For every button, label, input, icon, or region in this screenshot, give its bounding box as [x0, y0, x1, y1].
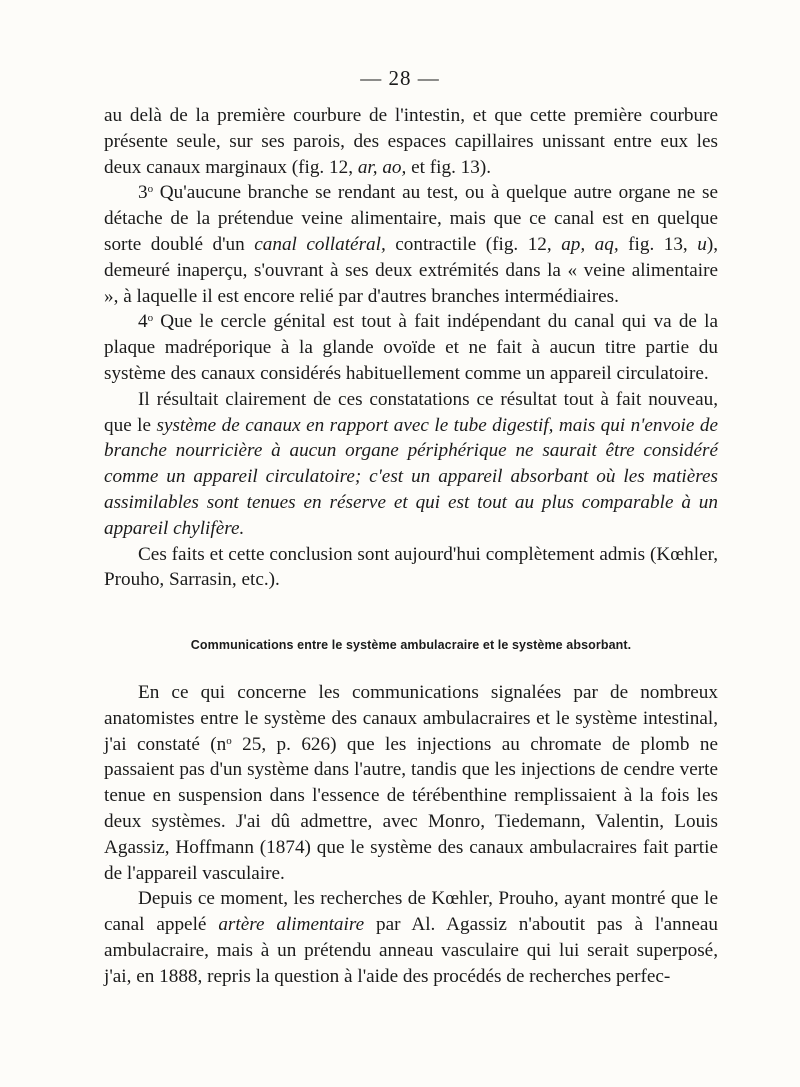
paragraph-5: Ces faits et cette conclusion sont aujourd'hui complètement admis (Kœhler, Prouho, Sarrasin, etc.). [104, 543, 718, 591]
text-block-lower [104, 680, 718, 990]
paragraph-3: 4$^o$ Que le cercle génital est tout à fait indépendant du canal qui va de la plaque madréporique à la glande ovoïde et ne fait à aucun titre partie du système des canaux considérés habituellement comme un appareil circulatoire. [104, 311, 718, 384]
paragraph-1: au delà de la première courbure de l'intestin, et que cette première courbure présente seule, sur ses parois, des espaces capillaires unissant entre eux les deux canaux marginaux (fig. 12, ar, ao, et fig. 13). [104, 105, 718, 178]
paragraph-7: Depuis ce moment, les recherches de Kœhler, Prouho, ayant montré que le canal appelé artère alimentaire par Al. Agassiz n'aboutit pas à l'anneau ambulacraire, mais à un prétendu anneau vasculaire qui lui serait superposé, j'ai, en 1888, repris la question à l'aide des procédés de recherches perfec- [104, 888, 718, 987]
section-heading: Communications entre le système ambulacraire et le système absorbant. [190, 638, 632, 652]
text-block-upper [104, 103, 718, 593]
page-number: — 28 — [360, 66, 440, 90]
paragraph-6: En ce qui concerne les communications signalées par de nombreux anatomistes entre le système des canaux ambulacraires et le système intestinal, j'ai constaté ($n^o$ 25, p. 626) que les injections au chromate de plomb ne passaient pas d'un système dans l'autre, tandis que les injections de cendre verte tenue en suspension dans l'essence de térébenthine remplissaient à la fois les deux systèmes. J'ai dû admettre, avec Monro, Tiedemann, Valentin, Louis Agassiz, Hoffmann (1874) que le système des canaux ambulacraires fait partie de l'appareil vasculaire. [104, 682, 719, 884]
paragraph-4: Il résultait clairement de ces constatations ce résultat tout à fait nouveau, que le système de canaux en rapport avec le tube digestif, mais qui n'envoie de branche nourricière à aucun organe périphérique ne saurait être considéré comme un appareil circulatoire; c'est un appareil absorbant où les matières assimilables sont tenues en réserve et qui est tout au plus comparable à un appareil chylifère. [104, 388, 718, 539]
paragraph-2: 3$^o$ Qu'aucune branche se rendant au test, ou à quelque autre organe ne se détache de la prétendue veine alimentaire, mais que ce canal est en quelque sorte doublé d'un canal collatéral, contractile (fig. 12, ap, aq, fig. 13, u), demeuré inaperçu, s'ouvrant à ses deux extrémités dans la « veine alimentaire », à laquelle il est encore relié par d'autres branches intermédiaires. [104, 182, 719, 307]
